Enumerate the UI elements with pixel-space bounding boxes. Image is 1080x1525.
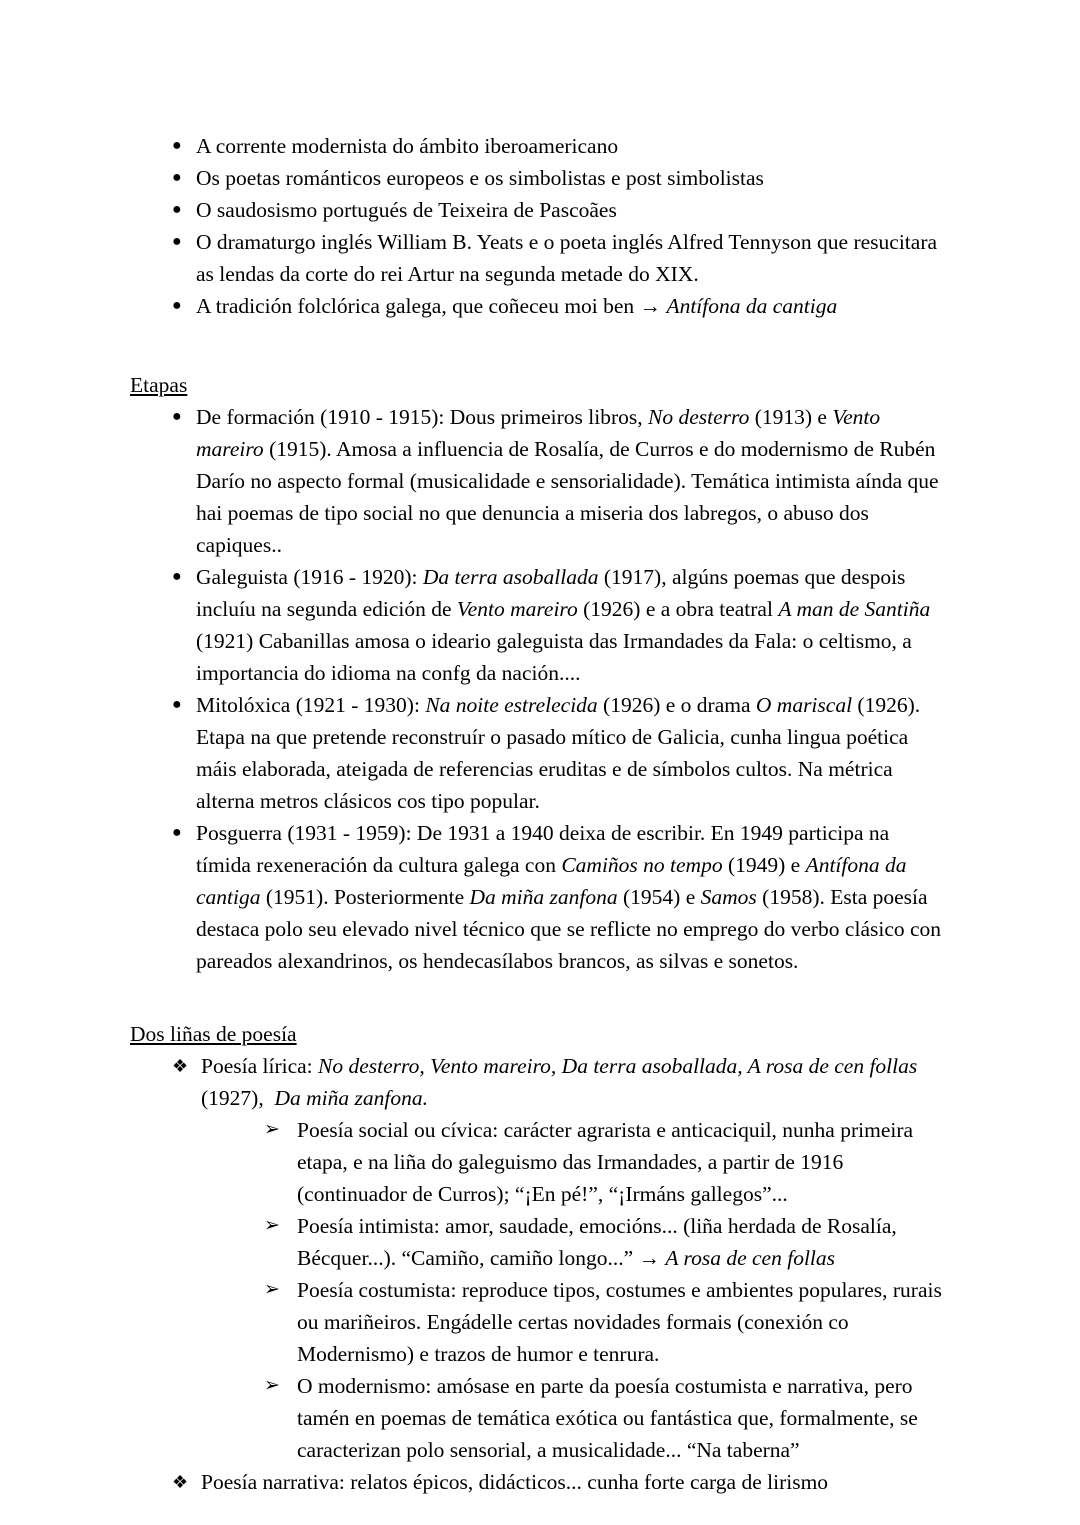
list-item — [172, 226, 945, 290]
section-heading-etapas: Etapas — [130, 373, 188, 397]
list-item-text: Posguerra (1931 - 1959): De 1931 a 1940 deixa de escribir. En 1949 participa na tímida rexeneración da cultura galega con Camiños no tempo (1949) e Antífona da cantiga (1951). Posteriormente Da miña zanfona (1954) e Samos (1958). Esta poesía destaca polo seu elevado nivel técnico que se reflicte no emprego do verbo clásico con pareados alexandrinos, os hendecasílabos brancos, as silvas e sonetos. — [196, 821, 942, 973]
list-item — [172, 817, 945, 977]
list-item-text: Poesía intimista: amor, saudade, emocións... (liña herdada de Rosalía, Bécquer...). “Camiño, camiño longo...” → A rosa de cen follas — [297, 1214, 897, 1270]
list-item-text: A tradición folclórica galega, que coñeceu moi ben → Antífona da cantiga — [196, 294, 838, 318]
poesia-lines-list — [172, 1050, 945, 1498]
diamond-bullet-icon: ❖ — [172, 1472, 189, 1492]
disc-bullet-icon: ● — [172, 201, 182, 218]
list-item — [172, 162, 945, 194]
list-item-text: Os poetas románticos europeos e os simbolistas e post simbolistas — [196, 166, 764, 190]
list-item — [264, 1210, 945, 1274]
list-item-text: A corrente modernista do ámbito iberoamericano — [196, 134, 619, 158]
arrow-bullet-icon: ➢ — [264, 1215, 280, 1236]
list-item — [264, 1370, 945, 1466]
list-item-text: O saudosismo portugués de Teixeira de Pascoães — [196, 198, 617, 222]
disc-bullet-icon: ● — [172, 137, 182, 154]
list-item — [172, 561, 945, 689]
list-item — [172, 401, 945, 561]
influences-list — [172, 130, 945, 322]
poesia-lirica-sublist — [264, 1114, 945, 1466]
list-item — [172, 290, 945, 322]
disc-bullet-icon: ● — [172, 169, 182, 186]
list-item-text: Poesía lírica: No desterro, Vento mareiro, Da terra asoballada, A rosa de cen follas (1927), Da miña zanfona. — [201, 1054, 918, 1110]
list-item-text: Poesía social ou cívica: carácter agrarista e anticaciquil, nunha primeira etapa, e na liña do galeguismo das Irmandades, a partir de 1916 (continuador de Curros); “¡En pé!”, “¡Irmáns gallegos”... — [297, 1118, 914, 1206]
arrow-bullet-icon: ➢ — [264, 1375, 280, 1396]
disc-bullet-icon: ● — [172, 568, 182, 585]
disc-bullet-icon: ● — [172, 408, 182, 425]
list-item-text: De formación (1910 - 1915): Dous primeiros libros, No desterro (1913) e Vento mareiro (1915). Amosa a influencia de Rosalía, de Curros e do modernismo de Rubén Darío no aspecto formal (musicalidade e sensorialidade). Temática intimista aínda que hai poemas de tipo social no que denuncia a miseria dos labregos, o abuso dos capiques.. — [196, 405, 939, 557]
list-item-text: Poesía costumista: reproduce tipos, costumes e ambientes populares, rurais ou mariñeiros. Engádelle certas novidades formais (conexión co Modernismo) e trazos de humor e tenrura. — [297, 1278, 942, 1366]
list-item-text: O modernismo: amósase en parte da poesía costumista e narrativa, pero tamén en poemas de temática exótica ou fantástica que, formalmente, se caracterizan polo sensorial, a musicalidade... “Na taberna” — [297, 1374, 918, 1462]
disc-bullet-icon: ● — [172, 696, 182, 713]
list-item — [172, 1050, 945, 1466]
list-item — [172, 130, 945, 162]
disc-bullet-icon: ● — [172, 297, 182, 314]
list-item — [172, 194, 945, 226]
arrow-bullet-icon: ➢ — [264, 1279, 280, 1300]
disc-bullet-icon: ● — [172, 233, 182, 250]
list-item-text: Poesía narrativa: relatos épicos, didácticos... cunha forte carga de lirismo — [201, 1470, 829, 1494]
spacer — [130, 977, 945, 1018]
list-item-text: O dramaturgo inglés William B. Yeats e o poeta inglés Alfred Tennyson que resucitara as lendas da corte do rei Artur na segunda metade do XIX. — [196, 230, 938, 286]
list-item-text: Galeguista (1916 - 1920): Da terra asoballada (1917), algúns poemas que despois incluíu na segunda edición de Vento mareiro (1926) e a obra teatral A man de Santiña (1921) Cabanillas amosa o ideario galeguista das Irmandades da Fala: o celtismo, a importancia do idioma na confg da nación.... — [196, 565, 931, 685]
list-item-text: Mitolóxica (1921 - 1930): Na noite estrelecida (1926) e o drama O mariscal (1926). Etapa na que pretende reconstruír o pasado mítico de Galicia, cunha lingua poética máis elaborada, ateigada de referencias eruditas e de símbolos cultos. Na métrica alterna metros clásicos cos tipo popular. — [196, 693, 921, 813]
list-item — [264, 1114, 945, 1210]
list-item — [172, 689, 945, 817]
etapas-list — [172, 401, 945, 977]
arrow-bullet-icon: ➢ — [264, 1119, 280, 1140]
section-heading-dos-linas: Dos liñas de poesía — [130, 1022, 297, 1046]
diamond-bullet-icon: ❖ — [172, 1056, 189, 1076]
document-body — [130, 130, 945, 1498]
spacer — [130, 322, 945, 369]
disc-bullet-icon: ● — [172, 824, 182, 841]
list-item — [172, 1466, 945, 1498]
list-item — [264, 1274, 945, 1370]
